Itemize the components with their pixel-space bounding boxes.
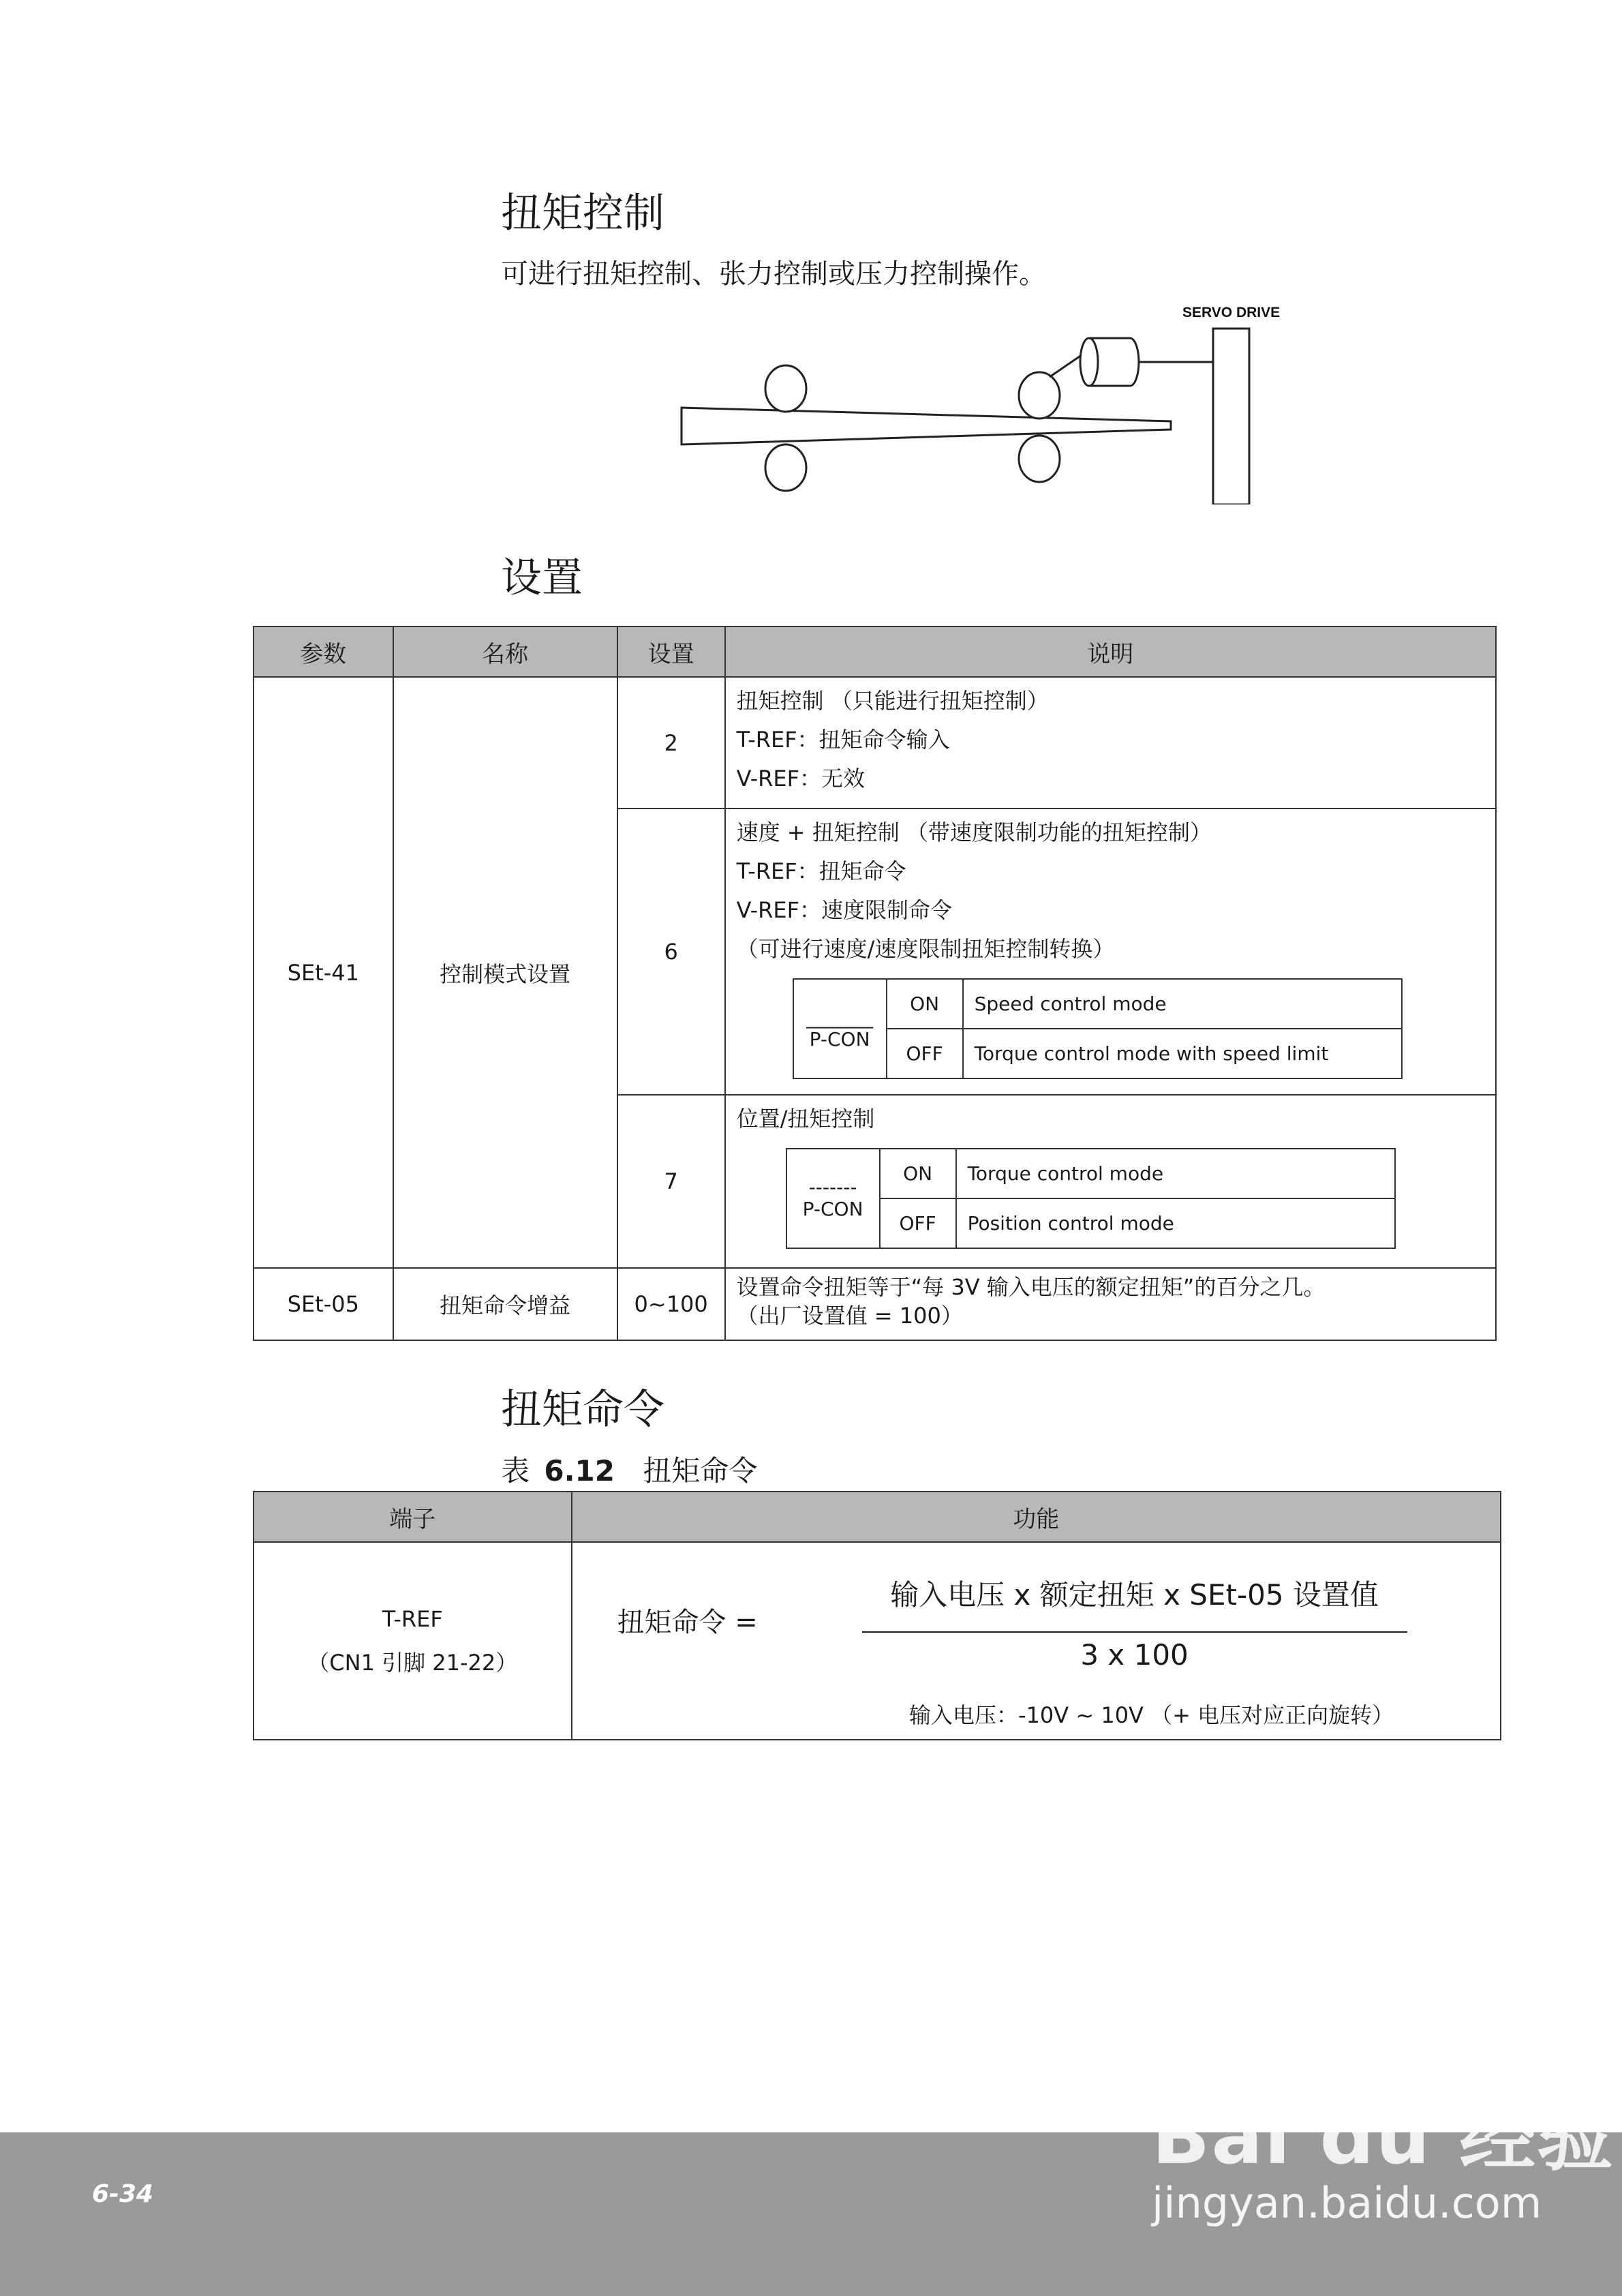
servo-drive-box: [1213, 329, 1249, 504]
desc-line: V-REF：无效: [736, 766, 866, 791]
function-cell: [572, 1542, 1501, 1740]
setting-value-7: 7: [617, 1095, 725, 1268]
desc-line: V-REF：速度限制命令: [736, 897, 953, 923]
pcon-on-label: ON: [887, 979, 963, 1029]
desc-line: T-REF：扭矩命令: [736, 858, 906, 884]
description-7: [725, 1095, 1496, 1268]
table-row: [254, 677, 1496, 809]
header-function: 功能: [572, 1492, 1501, 1542]
desc-line: 位置/扭矩控制: [736, 1106, 875, 1132]
setting-value-6: 6: [617, 809, 725, 1095]
pcon-on-text: Speed control mode: [963, 979, 1402, 1029]
settings-header-row: [254, 626, 1496, 677]
settings-table: [253, 626, 1497, 1341]
pcon-label: [786, 1149, 880, 1248]
formula-denominator: 3 x 100: [1080, 1638, 1189, 1672]
name-set05: 扭矩命令增益: [393, 1268, 617, 1340]
material-strip: [682, 408, 1171, 444]
header-terminal: 端子: [254, 1492, 572, 1542]
desc-line: 扭矩控制 （只能进行扭矩控制）: [736, 688, 1049, 714]
pcon-on-label: ON: [880, 1149, 956, 1198]
header-description: 说明: [725, 626, 1496, 677]
pcon-label: [793, 979, 887, 1078]
terminal-name: T-REF: [382, 1606, 443, 1632]
formula-numerator: 输入电压 x 额定扭矩 x SEt-05 设置值: [890, 1578, 1379, 1612]
pcon-off-text: Position control mode: [956, 1198, 1395, 1248]
roller-top-left: [765, 365, 806, 412]
pcon-mode-table-7: [786, 1148, 1396, 1249]
section-title-settings: 设置: [501, 554, 583, 602]
table-row: [254, 1268, 1496, 1340]
caption-number: 6.12: [544, 1454, 615, 1487]
param-set41: SEt-41: [254, 677, 393, 1268]
pcon-off-text: Torque control mode with speed limit: [963, 1029, 1402, 1078]
setting-value-2: 2: [617, 677, 725, 809]
terminal-cell: [254, 1542, 572, 1740]
roller-top-right: [1019, 372, 1060, 419]
pcon-text: P-CON: [802, 1198, 863, 1220]
fraction-bar: [862, 1631, 1407, 1633]
caption-prefix: 表: [501, 1454, 530, 1487]
servo-motor-face: [1080, 338, 1098, 386]
formula-left: 扭矩命令 =: [617, 1607, 758, 1638]
torque-command-table: [253, 1491, 1501, 1740]
page-number: 6-34: [92, 2180, 154, 2208]
pcon-on-text: Torque control mode: [956, 1149, 1395, 1198]
pcon-off-label: OFF: [880, 1198, 956, 1248]
servo-drive-label: SERVO DRIVE: [1182, 305, 1281, 320]
caption-name: 扭矩命令: [643, 1454, 758, 1487]
description-6: [725, 809, 1496, 1095]
watermark-logo: Bai du 经验: [1152, 2093, 1615, 2181]
desc-line: 速度 + 扭矩控制 （带速度限制功能的扭矩控制）: [736, 819, 1212, 845]
table-caption: [501, 1449, 757, 1490]
desc-line: T-REF：扭矩命令输入: [736, 727, 950, 753]
desc-line: 设置命令扭矩等于“每 3V 输入电压的额定扭矩”的百分之几。: [736, 1274, 1326, 1300]
header-param: 参数: [254, 626, 393, 677]
section-title-torque-command: 扭矩命令: [501, 1386, 664, 1434]
desc-line: （可进行速度/速度限制扭矩控制转换）: [736, 936, 1115, 962]
desc-line: （出厂设置值 = 100）: [736, 1303, 963, 1329]
watermark-url: jingyan.baidu.com: [1152, 2178, 1542, 2228]
section-title-torque-control: 扭矩控制: [501, 190, 664, 237]
header-name: 名称: [393, 626, 617, 677]
tension-control-diagram: [671, 300, 1285, 504]
description-set05: [725, 1268, 1496, 1340]
setting-value-set05: 0~100: [617, 1268, 725, 1340]
terminal-pins: （CN1 引脚 21-22）: [307, 1650, 518, 1676]
roller-bottom-right: [1019, 436, 1060, 482]
param-set05: SEt-05: [254, 1268, 393, 1340]
pcon-mode-table-6: [793, 978, 1403, 1079]
pcon-off-label: OFF: [887, 1029, 963, 1078]
pcon-text: P-CON: [809, 1028, 870, 1051]
table-row: [254, 1542, 1501, 1740]
pcon-overline: -------: [808, 1175, 857, 1198]
pcon-overline: _______: [806, 1006, 874, 1029]
description-2: [725, 677, 1496, 809]
input-voltage-note: 输入电压：-10V ~ 10V （+ 电压对应正向旋转）: [909, 1702, 1394, 1728]
roller-bottom-left: [765, 444, 806, 491]
header-setting: 设置: [617, 626, 725, 677]
name-set41: 控制模式设置: [393, 677, 617, 1268]
intro-text: 可进行扭矩控制、张力控制或压力控制操作。: [501, 258, 1046, 290]
